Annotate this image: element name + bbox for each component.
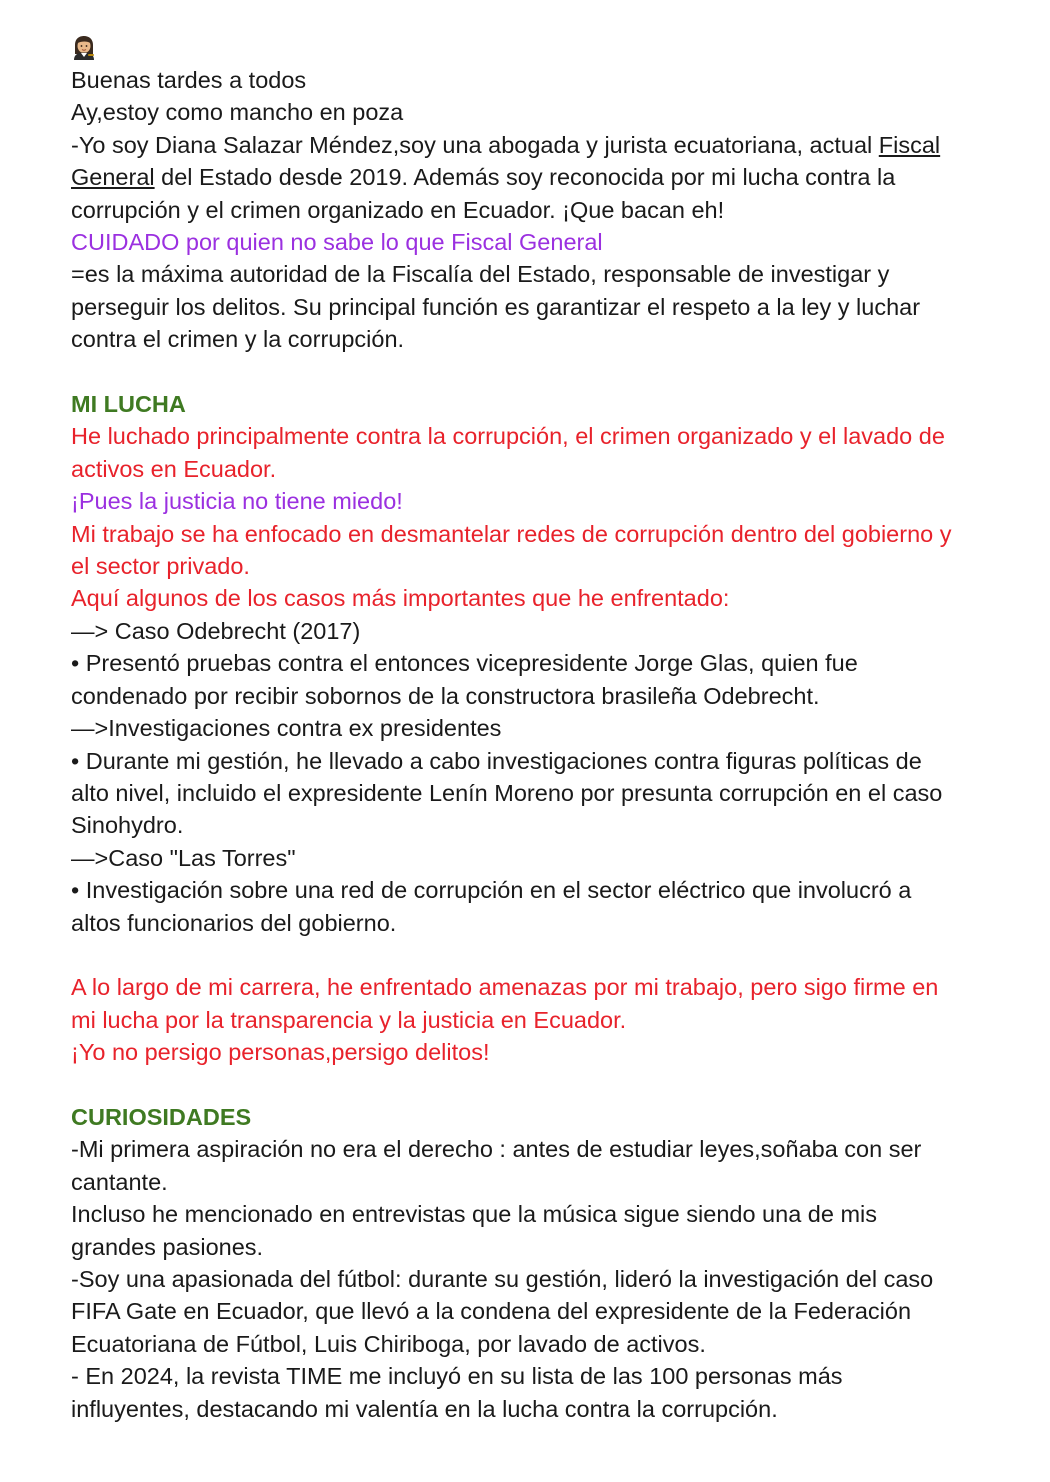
lucha-paragraph-line: activos en Ecuador. — [71, 455, 277, 482]
spacer — [71, 356, 1021, 388]
case-detail: • Investigación sobre una red de corrupción en el sector eléctrico que involucró a — [71, 877, 912, 904]
curiosidades-line: FIFA Gate en Ecuador, que llevó a la condena del expresidente de la Federación — [71, 1298, 912, 1325]
lucha-paragraph-line: Mi trabajo se ha enfocado en desmantelar redes de corrupción dentro del gobierno y — [71, 520, 952, 547]
lucha-paragraph-line: He luchado principalmente contra la corrupción, el crimen organizado y el lavado de — [71, 423, 945, 450]
fiscal-link[interactable]: Fiscal — [878, 131, 941, 158]
case-title: —> Caso Odebrecht (2017) — [71, 617, 361, 644]
document-page — [71, 34, 1021, 1425]
definition-line: =es la máxima autoridad de la Fiscalía del Estado, responsable de investigar y — [71, 261, 890, 288]
curiosidades-line: influyentes, destacando mi valentía en la lucha contra la corrupción. — [71, 1395, 778, 1422]
closing-line: ¡Yo no persigo personas,persigo delitos! — [71, 1039, 490, 1066]
closing-line: mi lucha por la transparencia y la justicia en Ecuador. — [71, 1006, 627, 1033]
curiosidades-line: -Mi primera aspiración no era el derecho : antes de estudiar leyes,soñaba con ser — [71, 1136, 922, 1163]
case-detail: condenado por recibir sobornos de la constructora brasileña Odebrecht. — [71, 682, 820, 709]
case-title: —>Caso "Las Torres" — [71, 844, 296, 871]
case-detail: • Presentó pruebas contra el entonces vicepresidente Jorge Glas, quien fue — [71, 650, 858, 677]
definition-line: perseguir los delitos. Su principal función es garantizar el respeto a la ley y luchar — [71, 293, 921, 320]
curiosidades-line: cantante. — [71, 1168, 168, 1195]
general-link[interactable]: General — [71, 164, 155, 191]
definition-line: contra el crimen y la corrupción. — [71, 326, 405, 353]
woman-judge-emoji-icon — [71, 34, 97, 60]
intro-text: del Estado desde 2019. Además soy reconocida por mi lucha contra la — [154, 164, 896, 191]
curiosidades-line: Ecuatoriana de Fútbol, Luis Chiriboga, por lavado de activos. — [71, 1330, 706, 1357]
curiosidades-heading: CURIOSIDADES — [71, 1103, 252, 1130]
case-title: —>Investigaciones contra ex presidentes — [71, 715, 502, 742]
caution-line: CUIDADO por quien no sabe lo que Fiscal General — [71, 229, 603, 256]
lucha-paragraph-line: el sector privado. — [71, 553, 250, 580]
intro-line-1 — [71, 129, 1021, 161]
spacer — [71, 1069, 1021, 1101]
curiosidades-line: grandes pasiones. — [71, 1233, 264, 1260]
slogan-line: ¡Pues la justicia no tiene miedo! — [71, 488, 403, 515]
lucha-heading: MI LUCHA — [71, 391, 186, 418]
curiosidades-line: -Soy una apasionada del fútbol: durante su gestión, lideró la investigación del caso — [71, 1265, 934, 1292]
spacer — [71, 939, 1021, 971]
greeting: Buenas tardes a todos — [71, 67, 307, 93]
case-detail: alto nivel, incluido el expresidente Lenín Moreno por presunta corrupción en el caso — [71, 779, 943, 806]
closing-line: A lo largo de mi carrera, he enfrentado amenazas por mi trabajo, pero sigo firme en — [71, 974, 939, 1001]
mood-line: Ay,estoy como mancho en poza — [71, 99, 404, 126]
lucha-paragraph-line: Aquí algunos de los casos más importantes que he enfrentado: — [71, 585, 730, 612]
intro-line-3: corrupción y el crimen organizado en Ecuador. ¡Que bacan eh! — [71, 196, 725, 223]
case-detail: altos funcionarios del gobierno. — [71, 909, 397, 936]
intro-line-2 — [71, 161, 1021, 193]
curiosidades-line: - En 2024, la revista TIME me incluyó en su lista de las 100 personas más — [71, 1363, 843, 1390]
case-detail: • Durante mi gestión, he llevado a cabo investigaciones contra figuras políticas de — [71, 747, 922, 774]
intro-text: -Yo soy Diana Salazar Méndez,soy una abogada y jurista ecuatoriana, actual — [71, 131, 879, 158]
curiosidades-line: Incluso he mencionado en entrevistas que la música sigue siendo una de mis — [71, 1201, 878, 1228]
case-detail: Sinohydro. — [71, 812, 184, 839]
